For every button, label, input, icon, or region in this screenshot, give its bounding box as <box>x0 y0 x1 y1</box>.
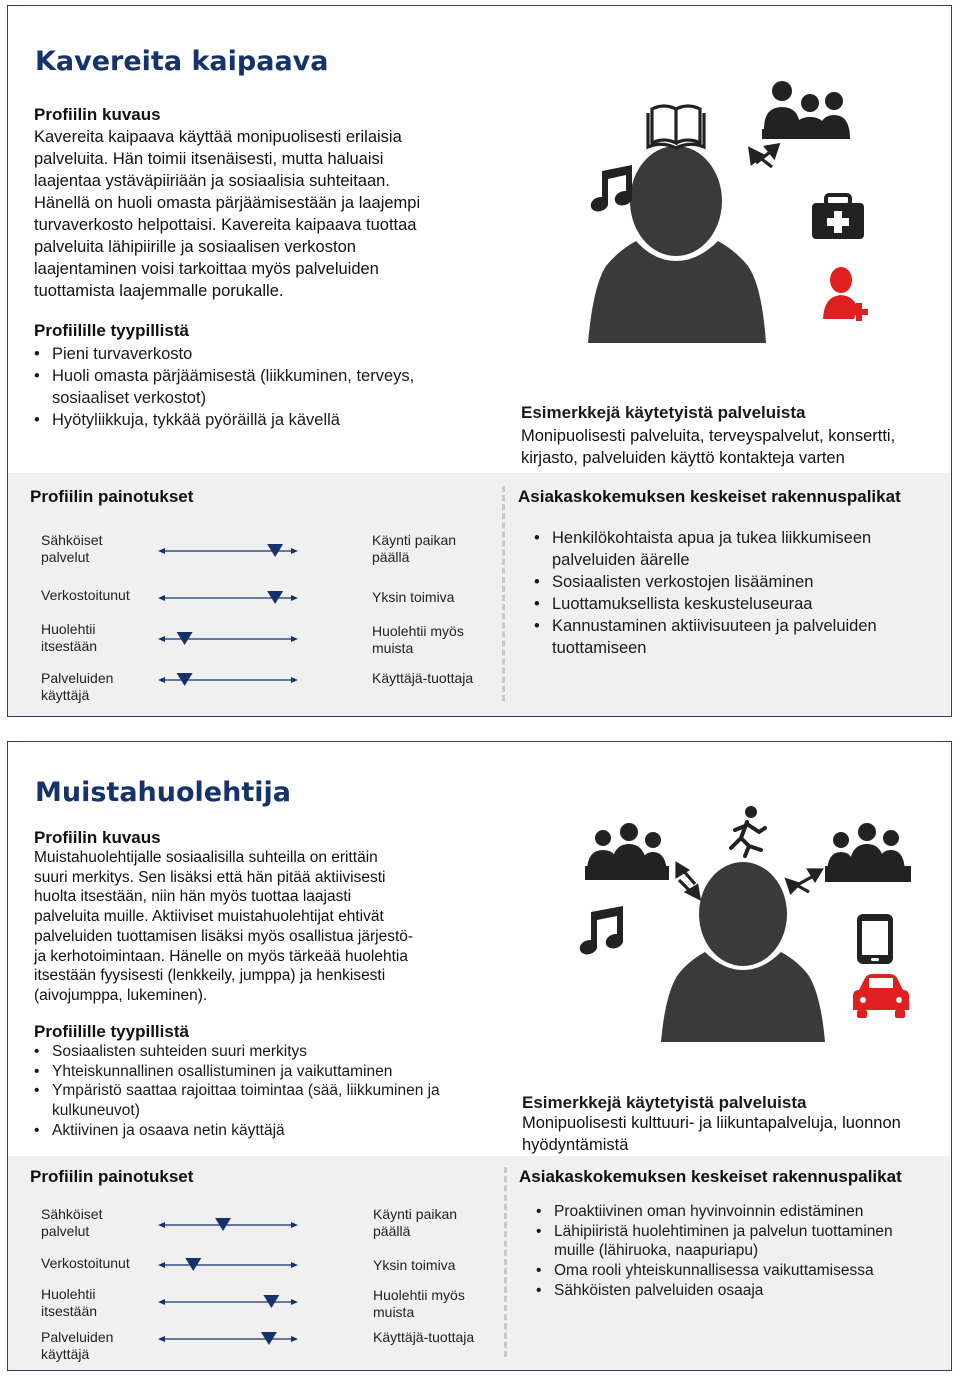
list-item: • Luottamuksellista keskusteluseuraa <box>534 593 929 615</box>
list-item: • Aktiivinen ja osaava netin käyttäjä <box>34 1121 484 1141</box>
person-add-icon <box>823 267 868 321</box>
exchange-arrows-icon <box>787 870 821 892</box>
arrow-left-icon <box>158 548 165 554</box>
arrow-left-icon <box>158 1299 165 1305</box>
arrow-right-icon <box>291 548 298 554</box>
arrow-right-icon <box>291 677 298 683</box>
arrow-left-icon <box>158 636 165 642</box>
slider-left-label: Palveluiden käyttäjä <box>41 1329 114 1362</box>
slider-track <box>158 632 298 648</box>
profile-title: Muistahuolehtija <box>35 777 291 808</box>
slider-track <box>158 1218 298 1234</box>
examples-line: kirjasto, palveluiden käyttö kontakteja varten <box>521 449 845 467</box>
slider-left-label: Verkostoitunut <box>41 1255 130 1271</box>
slider-right-label: Yksin toimiva <box>373 1257 456 1273</box>
slider-right-label: Käynti paikan päällä <box>372 532 457 565</box>
slider-right-label: Käyttäjä-tuottaja <box>373 1329 475 1345</box>
blocks-list <box>536 1202 936 1301</box>
slider-axis <box>158 1258 298 1270</box>
description-line: palveluita. Hän toimii itsenäisesti, mutta haluaisi <box>34 150 384 168</box>
description-text <box>34 848 514 1006</box>
blocks-heading: Asiakaskokemuksen keskeiset rakennuspalikat <box>519 1167 902 1186</box>
description-line: palveluita muille. Aktiiviset muistahuolehtijat ehtivät <box>34 908 384 926</box>
list-item: • Kannustaminen aktiivisuuteen ja palveluiden tuottamiseen <box>534 615 929 659</box>
profile-card-muistahuolehtija <box>7 741 952 1371</box>
panel-divider <box>504 1167 507 1357</box>
examples-line: Monipuolisesti palveluita, terveyspalvelut, konsertti, <box>521 427 896 445</box>
description-line: palveluiden tuottamisen lisäksi myös osallistua järjestö- <box>34 927 414 945</box>
description-line: laajentaa ystäväpiiriään ja sosiaalisia suhteitaan. <box>34 172 390 190</box>
arrow-left-icon <box>158 1222 165 1228</box>
first-aid-kit-icon <box>812 195 864 239</box>
book-icon <box>648 106 704 148</box>
list-item: • Huoli omasta pärjäämisestä (liikkuminen, terveys, sosiaaliset verkostot) <box>34 365 484 409</box>
slider-track <box>158 544 298 560</box>
description-line: suuri merkitys. Sen lisäksi että hän pitää aktiivisesti <box>34 868 386 886</box>
slider-left-label: Huolehtii itsestään <box>41 1286 98 1319</box>
profile-title: Kavereita kaipaava <box>35 46 329 77</box>
car-icon <box>853 974 909 1018</box>
typical-list <box>34 343 484 431</box>
slider-right-label: Yksin toimiva <box>372 589 455 605</box>
description-line: tuottamista laajemmalle porukalle. <box>34 282 284 300</box>
arrow-right-icon <box>291 636 298 642</box>
arrow-left-icon <box>158 677 165 683</box>
description-line: laajentaminen voisi tarkoittaa myös palveluiden <box>34 260 379 278</box>
description-heading: Profiilin kuvaus <box>34 828 161 847</box>
slider-left-label: Sähköiset palvelut <box>41 532 103 565</box>
exchange-arrows-icon <box>677 864 699 898</box>
slider-track <box>158 673 298 689</box>
examples-text <box>522 1112 947 1156</box>
profile-card-kavereita-kaipaava <box>7 5 952 717</box>
typical-heading: Profiilille tyypillistä <box>34 1022 189 1041</box>
description-line: Muistahuolehtijalle sosiaalisilla suhteilla on erittäin <box>34 849 378 866</box>
slider-right-label: Huolehtii myös muista <box>372 623 464 656</box>
description-line: ja kerhotoimintaan. Hänelle on myös tärkeää huolehtia <box>34 947 408 965</box>
profile-illustration <box>573 802 918 1052</box>
slider-right-label: Käynti paikan päällä <box>373 1206 458 1239</box>
typical-heading: Profiilille tyypillistä <box>34 321 189 340</box>
list-item: • Ympäristö saattaa rajoittaa toimintaa (sää, liikkuminen ja kulkuneuvot) <box>34 1081 484 1120</box>
arrow-right-icon <box>291 1336 298 1342</box>
list-item: • Pieni turvaverkosto <box>34 343 484 365</box>
arrow-right-icon <box>291 595 298 601</box>
slider-axis <box>158 1332 298 1344</box>
examples-text <box>521 425 946 469</box>
slider-left-label: Palveluiden käyttäjä <box>41 670 114 703</box>
music-icon <box>591 165 632 211</box>
slider-left-label: Huolehtii itsestään <box>41 621 98 654</box>
typical-list <box>34 1042 484 1141</box>
slider-axis <box>158 544 298 556</box>
list-item: • Sosiaalisten verkostojen lisääminen <box>534 571 929 593</box>
slider-right-label: Käyttäjä-tuottaja <box>372 670 474 686</box>
profile-illustration <box>568 71 888 346</box>
running-person-icon <box>731 806 765 856</box>
slider-axis <box>158 673 298 685</box>
list-item: • Sähköisten palveluiden osaaja <box>536 1281 936 1301</box>
panel-divider <box>502 486 505 701</box>
slider-track <box>158 1258 298 1274</box>
slider-axis <box>158 591 298 603</box>
slider-axis <box>158 1295 298 1307</box>
slider-track <box>158 1295 298 1311</box>
group-icon <box>825 823 911 882</box>
slider-left-label: Verkostoitunut <box>41 587 130 603</box>
slider-right-label: Huolehtii myös muista <box>373 1287 465 1320</box>
emphasis-heading: Profiilin painotukset <box>30 1167 194 1186</box>
description-line: Hänellä on huoli omasta pärjäämisestään ja laajempi <box>34 194 421 212</box>
slider-track <box>158 591 298 607</box>
arrow-left-icon <box>158 595 165 601</box>
group-icon <box>762 81 850 139</box>
arrow-left-icon <box>158 1262 165 1268</box>
description-line: turvaverkosto helpottaisi. Kavereita kaipaava tuottaa <box>34 216 417 234</box>
arrow-right-icon <box>291 1222 298 1228</box>
list-item: • Sosiaalisten suhteiden suuri merkitys <box>34 1042 484 1062</box>
group-icon <box>585 823 669 880</box>
slider-axis <box>158 1218 298 1230</box>
description-line: (aivojumppa, lukeminen). <box>34 986 208 1004</box>
description-line: itsestään fyysisesti (lenkkeily, jumppa) ja henkisesti <box>34 967 386 985</box>
list-item: • Yhteiskunnallinen osallistuminen ja vaikuttaminen <box>34 1062 484 1082</box>
examples-line: hyödyntämistä <box>522 1136 629 1154</box>
music-icon <box>580 906 623 954</box>
description-text <box>34 126 504 302</box>
smartphone-icon <box>857 914 893 964</box>
arrow-right-icon <box>291 1299 298 1305</box>
description-heading: Profiilin kuvaus <box>34 105 161 124</box>
blocks-heading: Asiakaskokemuksen keskeiset rakennuspalikat <box>518 487 901 506</box>
examples-heading: Esimerkkejä käytetyistä palveluista <box>521 403 806 422</box>
list-item: • Oma rooli yhteiskunnallisessa vaikuttamisessa <box>536 1261 936 1281</box>
arrow-right-icon <box>291 1262 298 1268</box>
slider-left-label: Sähköiset palvelut <box>41 1206 103 1239</box>
blocks-list <box>534 527 929 659</box>
list-item: • Lähipiiristä huolehtiminen ja palvelun tuottaminen muille (lähiruoka, naapuriapu) <box>536 1222 936 1261</box>
exchange-arrows-icon <box>750 145 778 167</box>
description-line: huolta itsestään, niin hän myös tuottaa laajasti <box>34 888 352 906</box>
description-line: palveluita lähipiirille ja sosiaalisen verkoston <box>34 238 356 256</box>
description-line: Kavereita kaipaava käyttää monipuolisesti erilaisia <box>34 128 402 146</box>
list-item: • Proaktiivinen oman hyvinvoinnin edistäminen <box>536 1202 936 1222</box>
examples-heading: Esimerkkejä käytetyistä palveluista <box>522 1093 807 1112</box>
slider-track <box>158 1332 298 1348</box>
slider-axis <box>158 632 298 644</box>
arrow-left-icon <box>158 1336 165 1342</box>
emphasis-heading: Profiilin painotukset <box>30 487 194 506</box>
examples-line: Monipuolisesti kulttuuri- ja liikuntapalveluja, luonnon <box>522 1114 901 1132</box>
list-item: • Henkilökohtaista apua ja tukea liikkumiseen palveluiden äärelle <box>534 527 929 571</box>
list-item: • Hyötyliikkuja, tykkää pyöräillä ja kävellä <box>34 409 484 431</box>
